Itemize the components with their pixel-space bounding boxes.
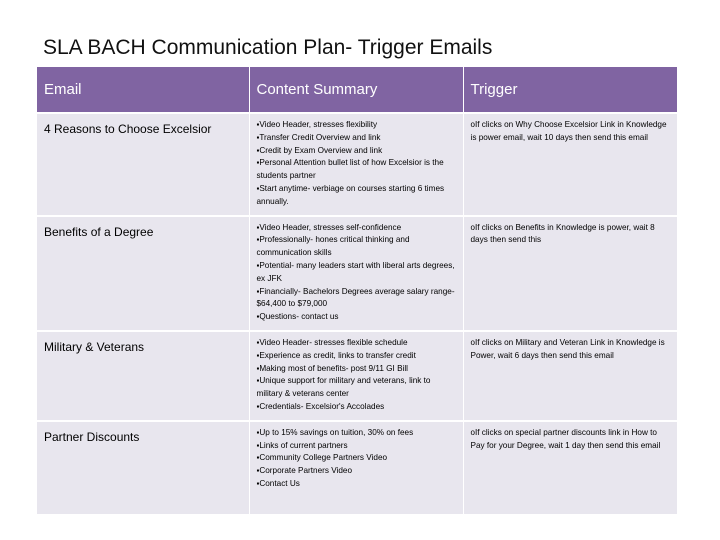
summary-item: ▪ Up to 15% savings on tuition, 30% on fees: [257, 427, 456, 440]
summary-item: ▪ Financially- Bachelors Degrees average salary range- $64,400 to $79,000: [257, 286, 456, 312]
summary-item: ▪ Questions- contact us: [257, 311, 456, 324]
summary-item: ▪ Experience as credit, links to transfer credit: [257, 350, 456, 363]
trigger-emails-table: [37, 67, 678, 514]
summary-item: ▪ Making most of benefits- post 9/11 GI Bill: [257, 363, 456, 376]
trigger-condition: [463, 113, 677, 216]
column-header-content-summary: Content Summary: [249, 67, 463, 113]
column-header-trigger: Trigger: [463, 67, 677, 113]
summary-item: ▪ Unique support for military and veterans, link to military & veterans center: [257, 375, 456, 401]
trigger-text: o If clicks on Benefits in Knowledge is power, wait 8 days then send this: [471, 223, 655, 245]
email-name: Partner Discounts: [37, 421, 249, 514]
table-header-row: [37, 67, 677, 113]
content-summary: [249, 421, 463, 514]
trigger-condition: [463, 331, 677, 421]
summary-item: ▪ Video Header, stresses flexibility: [257, 119, 456, 132]
summary-item: ▪ Community College Partners Video: [257, 452, 456, 465]
column-header-email: Email: [37, 67, 249, 113]
summary-item: ▪ Start anytime- verbiage on courses starting 6 times annually.: [257, 183, 456, 209]
email-name: Military & Veterans: [37, 331, 249, 421]
summary-item: ▪ Personal Attention bullet list of how Excelsior is the students partner: [257, 157, 456, 183]
table-row: [37, 421, 677, 514]
trigger-text: o If clicks on special partner discounts link in How to Pay for your Degree, wait 1 day then send this email: [471, 428, 661, 450]
summary-item: ▪ Credit by Exam Overview and link: [257, 145, 456, 158]
summary-item: ▪ Video Header, stresses self-confidence: [257, 222, 456, 235]
summary-item: ▪ Professionally- hones critical thinking and communication skills: [257, 234, 456, 260]
content-summary: [249, 216, 463, 331]
summary-item: ▪ Contact Us: [257, 478, 456, 491]
summary-item: ▪ Credentials- Excelsior's Accolades: [257, 401, 456, 414]
email-name: 4 Reasons to Choose Excelsior: [37, 113, 249, 216]
email-name: Benefits of a Degree: [37, 216, 249, 331]
content-summary: [249, 113, 463, 216]
page-title: SLA BACH Communication Plan- Trigger Emails: [43, 36, 493, 59]
trigger-condition: [463, 216, 677, 331]
trigger-text: o If clicks on Why Choose Excelsior Link in Knowledge is power email, wait 10 days then send this email: [471, 120, 667, 142]
summary-item: ▪ Potential- many leaders start with liberal arts degrees, ex JFK: [257, 260, 456, 286]
content-summary: [249, 331, 463, 421]
trigger-text: o If clicks on Military and Veteran Link in Knowledge is Power, wait 6 days then send this email: [471, 338, 665, 360]
table-row: [37, 113, 677, 216]
summary-item: ▪ Transfer Credit Overview and link: [257, 132, 456, 145]
summary-item: ▪ Links of current partners: [257, 440, 456, 453]
table-row: [37, 216, 677, 331]
summary-item: ▪ Corporate Partners Video: [257, 465, 456, 478]
table-row: [37, 331, 677, 421]
trigger-condition: [463, 421, 677, 514]
summary-item: ▪ Video Header- stresses flexible schedule: [257, 337, 456, 350]
